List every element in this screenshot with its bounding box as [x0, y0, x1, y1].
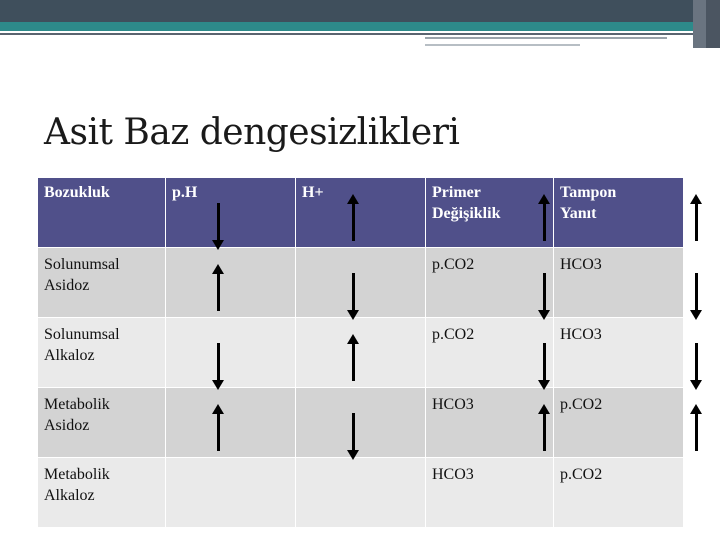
cell-primer — [426, 248, 554, 318]
tampon-label: p.CO2 — [560, 466, 603, 483]
cell-h — [296, 458, 426, 528]
header-ph — [166, 178, 296, 248]
tampon-label: p.CO2 — [560, 396, 603, 413]
arrow-head — [538, 380, 550, 390]
cell-bozukluk — [38, 318, 166, 388]
disorder-label: Metabolik Asidoz — [44, 396, 110, 434]
table-row — [38, 248, 684, 318]
decor-line — [425, 37, 667, 39]
arrow-up-icon — [352, 203, 355, 241]
table-row — [38, 388, 684, 458]
cell-h — [296, 318, 426, 388]
decor-right-block — [706, 0, 720, 48]
header-label: H+ — [302, 184, 324, 201]
arrow-head — [690, 310, 702, 320]
arrow-down-icon — [217, 343, 220, 381]
disorder-label: Solunumsal Alkaloz — [44, 326, 120, 364]
cell-primer — [426, 458, 554, 528]
arrow-head — [538, 310, 550, 320]
slide-title: Asit Baz dengesizlikleri — [44, 112, 460, 153]
table-row — [38, 458, 684, 528]
header-h — [296, 178, 426, 248]
header-primer — [426, 178, 554, 248]
cell-ph — [166, 248, 296, 318]
cell-primer — [426, 318, 554, 388]
cell-ph — [166, 388, 296, 458]
decor-line — [425, 44, 580, 46]
arrow-head — [538, 404, 550, 414]
arrow-head — [347, 450, 359, 460]
cell-tampon — [554, 458, 684, 528]
header-label: Tampon Yanıt — [560, 184, 617, 222]
tampon-label: HCO3 — [560, 256, 602, 273]
disorder-label: Metabolik Alkaloz — [44, 466, 110, 504]
arrow-head — [212, 264, 224, 274]
cell-ph — [166, 458, 296, 528]
decor-teal-band — [0, 22, 720, 31]
arrow-down-icon — [695, 273, 698, 311]
cell-primer — [426, 388, 554, 458]
arrow-up-icon — [695, 413, 698, 451]
cell-bozukluk — [38, 388, 166, 458]
header-label: p.H — [172, 184, 198, 201]
table-header-row — [38, 178, 684, 248]
arrow-head — [690, 404, 702, 414]
header-label: Bozukluk — [44, 184, 110, 201]
cell-ph — [166, 318, 296, 388]
cell-h — [296, 388, 426, 458]
arrow-head — [690, 194, 702, 204]
arrow-down-icon — [352, 413, 355, 451]
cell-bozukluk — [38, 248, 166, 318]
arrow-head — [538, 194, 550, 204]
cell-bozukluk — [38, 458, 166, 528]
arrow-up-icon — [543, 203, 546, 241]
tampon-label: HCO3 — [560, 326, 602, 343]
arrow-down-icon — [695, 343, 698, 381]
acid-base-table — [37, 177, 684, 528]
cell-tampon — [554, 248, 684, 318]
arrow-up-icon — [695, 203, 698, 241]
primer-label: HCO3 — [432, 466, 474, 483]
primer-label: HCO3 — [432, 396, 474, 413]
slide-top-decoration — [0, 0, 720, 38]
arrow-down-icon — [543, 343, 546, 381]
primer-label: p.CO2 — [432, 256, 475, 273]
arrow-down-icon — [543, 273, 546, 311]
arrow-head — [690, 380, 702, 390]
arrow-up-icon — [217, 273, 220, 311]
header-tampon — [554, 178, 684, 248]
header-label: Primer Değişiklik — [432, 184, 501, 222]
arrow-head — [212, 404, 224, 414]
cell-tampon — [554, 388, 684, 458]
arrow-head — [347, 310, 359, 320]
table-row — [38, 318, 684, 388]
arrow-up-icon — [543, 413, 546, 451]
arrow-down-icon — [352, 273, 355, 311]
arrow-head — [212, 380, 224, 390]
arrow-head — [347, 334, 359, 344]
cell-tampon — [554, 318, 684, 388]
decor-dark-band — [0, 0, 720, 22]
decor-line — [0, 33, 720, 35]
primer-label: p.CO2 — [432, 326, 475, 343]
arrow-head — [212, 240, 224, 250]
disorder-label: Solunumsal Asidoz — [44, 256, 120, 294]
header-bozukluk — [38, 178, 166, 248]
arrow-up-icon — [217, 413, 220, 451]
cell-h — [296, 248, 426, 318]
arrow-up-icon — [352, 343, 355, 381]
arrow-head — [347, 194, 359, 204]
arrow-down-icon — [217, 203, 220, 241]
